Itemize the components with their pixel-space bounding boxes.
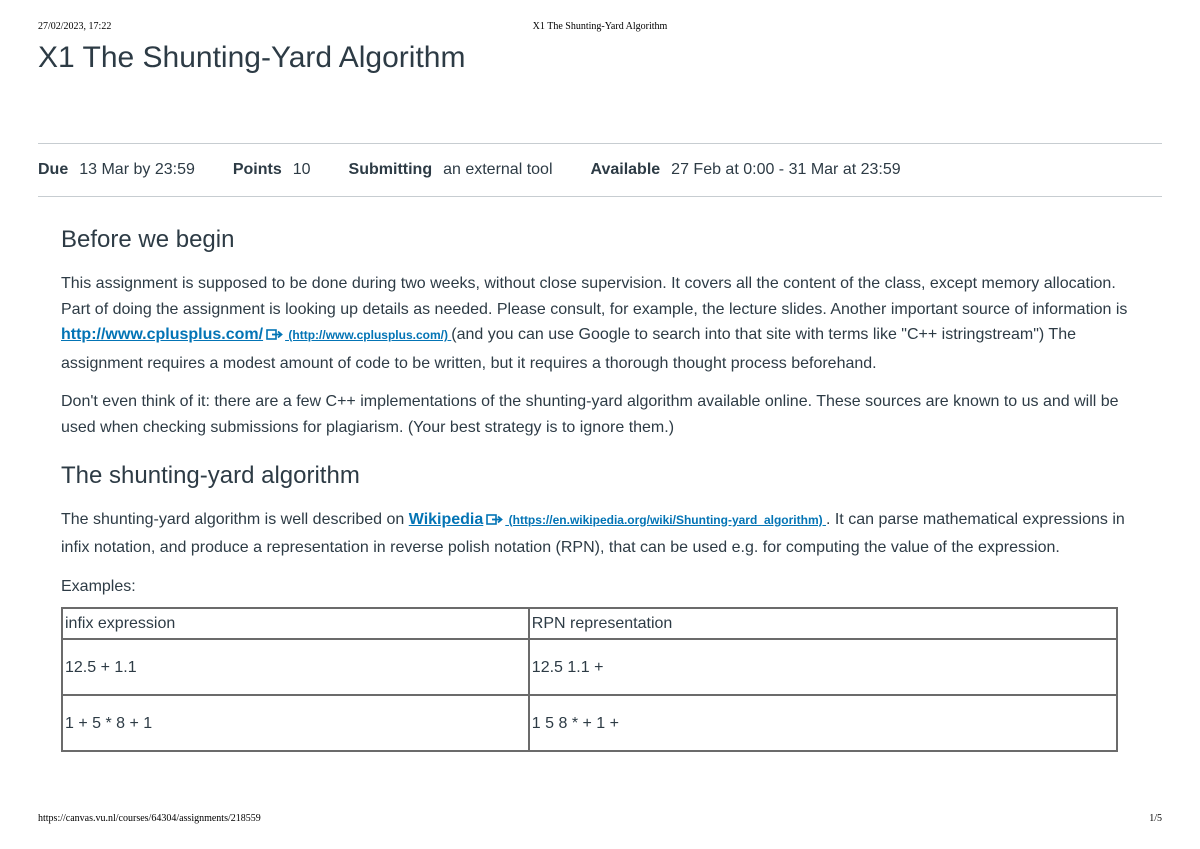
external-link-url: (http://www.cplusplus.com/) — [285, 328, 452, 343]
print-footer — [38, 813, 1162, 827]
detail-value: 10 — [292, 161, 311, 178]
table-cell: 1 5 8 * + 1 + — [529, 695, 1117, 751]
print-header — [38, 21, 1162, 35]
section-heading-before-we-begin: Before we begin — [61, 226, 235, 253]
table-cell: 12.5 + 1.1 — [62, 639, 529, 695]
detail-label: Points — [232, 161, 282, 178]
assignment-description — [61, 225, 1141, 752]
external-link-icon — [486, 510, 503, 536]
detail-value: an external tool — [443, 161, 553, 178]
detail-submitting — [349, 161, 553, 179]
paragraph-text: . It can parse mathematical expressions in infix notation, and produce a representation in reverse polish notation (RPN), that can be used e.g. for computing the value of the expression. — [61, 510, 1125, 557]
page-number: 1/5 — [1149, 813, 1162, 824]
paragraph-intro — [61, 271, 1141, 376]
wikipedia-link[interactable]: Wikipedia — [408, 510, 484, 528]
examples-table — [61, 607, 1118, 752]
table-header-cell: RPN representation — [529, 608, 1117, 639]
page-title: X1 The Shunting-Yard Algorithm — [38, 41, 466, 74]
table-row — [62, 639, 1117, 695]
cplusplus-external-link[interactable] — [263, 328, 451, 342]
table-cell: 1 + 5 * 8 + 1 — [62, 695, 529, 751]
external-link-url: (https://en.wikipedia.org/wiki/Shunting-yard_algorithm) — [505, 512, 826, 527]
section-heading-shunting-yard: The shunting-yard algorithm — [61, 461, 360, 489]
table-cell: 12.5 1.1 + — [529, 639, 1117, 695]
detail-label: Available — [590, 161, 661, 178]
paragraph-text: This assignment is supposed to be done during two weeks, without close supervision. It covers all the content of the class, except memory allocation. Part of doing the assignment is looking up details as needed. Please consult, for example, the lecture slides. Another important source of information is — [61, 275, 1128, 318]
cplusplus-link[interactable]: http://www.cplusplus.com/ — [61, 326, 264, 344]
detail-value: 13 Mar by 23:59 — [79, 161, 195, 178]
print-url: https://canvas.vu.nl/courses/64304/assignments/218559 — [38, 813, 261, 824]
external-link-icon — [266, 325, 283, 351]
paragraph-text: (and you can use Google to search into that site with terms like "C++ istringstream") The assignment requires a modest amount of code to be written, but it requires a thorough thought process beforehand. — [61, 326, 1076, 372]
print-datetime: 27/02/2023, 17:22 — [38, 21, 112, 32]
detail-points — [233, 161, 311, 179]
detail-value: 27 Feb at 0:00 - 31 Mar at 23:59 — [671, 161, 901, 178]
table-header-row — [62, 608, 1117, 639]
detail-label: Due — [38, 161, 69, 178]
examples-label: Examples: — [61, 577, 136, 595]
paragraph-text: The shunting-yard algorithm is well described on — [61, 510, 409, 528]
table-header-cell: infix expression — [62, 608, 529, 639]
wikipedia-external-link[interactable] — [483, 513, 826, 527]
assignment-details — [38, 143, 1162, 197]
detail-label: Submitting — [348, 161, 433, 178]
paragraph-plagiarism: Don't even think of it: there are a few C++ implementations of the shunting-yard algorithm available online. These sources are known to us and will be used when checking submissions for plagiarism. (Your best strategy is to ignore them.) — [61, 393, 1119, 436]
paragraph-algorithm — [61, 507, 1141, 561]
detail-due — [38, 161, 195, 179]
detail-available — [591, 161, 901, 179]
table-row — [62, 695, 1117, 751]
print-title: X1 The Shunting-Yard Algorithm — [532, 21, 668, 32]
